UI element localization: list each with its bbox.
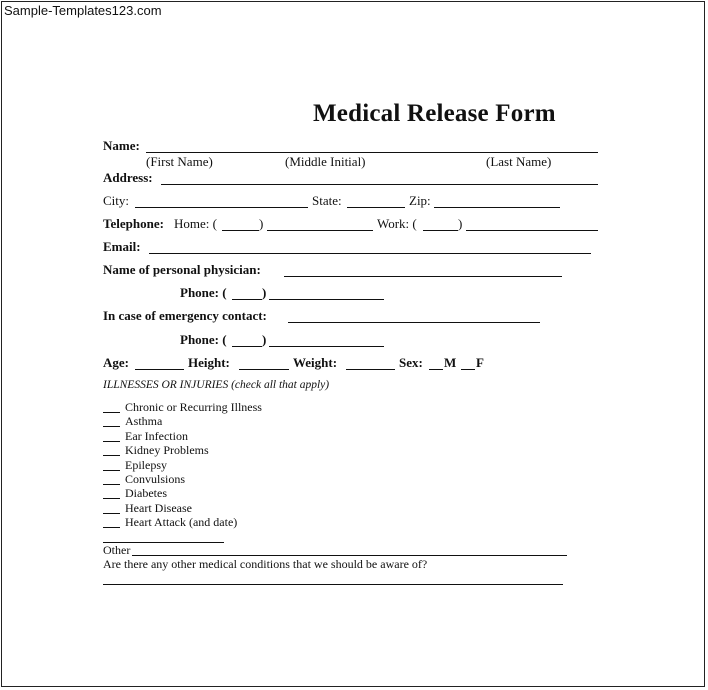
emergency-contact-field[interactable] bbox=[288, 322, 540, 323]
physician-paren-close: ) bbox=[262, 285, 267, 300]
illness-checkbox[interactable] bbox=[103, 484, 120, 485]
illness-checkbox[interactable] bbox=[103, 455, 120, 456]
zip-label: Zip: bbox=[409, 193, 431, 208]
emergency-paren-close: ) bbox=[262, 332, 267, 347]
age-label: Age: bbox=[103, 355, 129, 370]
age-field[interactable] bbox=[135, 369, 184, 370]
emergency-area-code-field[interactable] bbox=[232, 346, 262, 347]
emergency-phone-field[interactable] bbox=[269, 346, 384, 347]
illness-item: Epilepsy bbox=[125, 458, 167, 472]
other-conditions-question: Are there any other medical conditions that we should be aware of? bbox=[103, 557, 428, 571]
address-label: Address: bbox=[103, 170, 153, 185]
sex-f-label: F bbox=[476, 355, 484, 370]
physician-area-code-field[interactable] bbox=[232, 299, 262, 300]
zip-field[interactable] bbox=[434, 207, 560, 208]
illness-item: Heart Attack (and date) bbox=[125, 515, 238, 529]
state-field[interactable] bbox=[347, 207, 405, 208]
telephone-label: Telephone: bbox=[103, 216, 164, 231]
illness-item: Heart Disease bbox=[125, 501, 192, 515]
sex-m-label: M bbox=[444, 355, 457, 370]
other-conditions-field[interactable] bbox=[103, 584, 563, 585]
emergency-phone-label: Phone: ( bbox=[180, 332, 227, 347]
illness-checkbox[interactable] bbox=[103, 426, 120, 427]
illness-item: Asthma bbox=[125, 414, 163, 428]
work-phone-field[interactable] bbox=[466, 230, 598, 231]
illness-checkbox[interactable] bbox=[103, 527, 120, 528]
home-paren-close: ) bbox=[259, 216, 264, 231]
email-field[interactable] bbox=[149, 253, 591, 254]
form-title: Medical Release Form bbox=[313, 100, 556, 127]
height-label: Height: bbox=[188, 355, 230, 370]
weight-field[interactable] bbox=[346, 369, 395, 370]
physician-phone-label: Phone: ( bbox=[180, 285, 227, 300]
last-name-hint: (Last Name) bbox=[486, 154, 552, 169]
city-field[interactable] bbox=[135, 207, 308, 208]
other-label: Other bbox=[103, 543, 131, 557]
watermark: Sample-Templates123.com bbox=[4, 3, 162, 18]
work-phone-label: Work: ( bbox=[377, 216, 417, 231]
name-field[interactable] bbox=[146, 152, 598, 153]
state-label: State: bbox=[312, 193, 342, 208]
work-area-code-field[interactable] bbox=[423, 230, 458, 231]
illness-item: Ear Infection bbox=[125, 429, 188, 443]
illness-item: Convulsions bbox=[125, 472, 186, 486]
illness-item: Kidney Problems bbox=[125, 443, 209, 457]
home-phone-label: Home: ( bbox=[174, 216, 217, 231]
weight-label: Weight: bbox=[293, 355, 338, 370]
sex-label: Sex: bbox=[399, 355, 423, 370]
illnesses-heading: ILLNESSES OR INJURIES (check all that apply) bbox=[103, 379, 330, 391]
sex-m-checkbox[interactable] bbox=[429, 369, 443, 370]
illness-checkbox[interactable] bbox=[103, 498, 120, 499]
illness-checkbox[interactable] bbox=[103, 513, 120, 514]
emergency-contact-label: In case of emergency contact: bbox=[103, 308, 267, 323]
name-label: Name: bbox=[103, 138, 140, 153]
illness-item: Chronic or Recurring Illness bbox=[125, 400, 262, 414]
city-label: City: bbox=[103, 193, 130, 208]
height-field[interactable] bbox=[239, 369, 289, 370]
other-field[interactable] bbox=[132, 555, 567, 556]
home-phone-field[interactable] bbox=[267, 230, 373, 231]
sex-f-checkbox[interactable] bbox=[461, 369, 475, 370]
physician-field[interactable] bbox=[284, 276, 562, 277]
work-paren-close: ) bbox=[458, 216, 463, 231]
illness-checkbox[interactable] bbox=[103, 441, 120, 442]
home-area-code-field[interactable] bbox=[222, 230, 259, 231]
illness-checkbox[interactable] bbox=[103, 412, 120, 413]
first-name-hint: (First Name) bbox=[146, 154, 213, 169]
illness-item: Diabetes bbox=[125, 486, 167, 500]
middle-initial-hint: (Middle Initial) bbox=[285, 154, 366, 169]
illness-checkbox[interactable] bbox=[103, 470, 120, 471]
address-field[interactable] bbox=[161, 184, 598, 185]
physician-phone-field[interactable] bbox=[269, 299, 384, 300]
email-label: Email: bbox=[103, 239, 141, 254]
physician-label: Name of personal physician: bbox=[103, 262, 261, 277]
